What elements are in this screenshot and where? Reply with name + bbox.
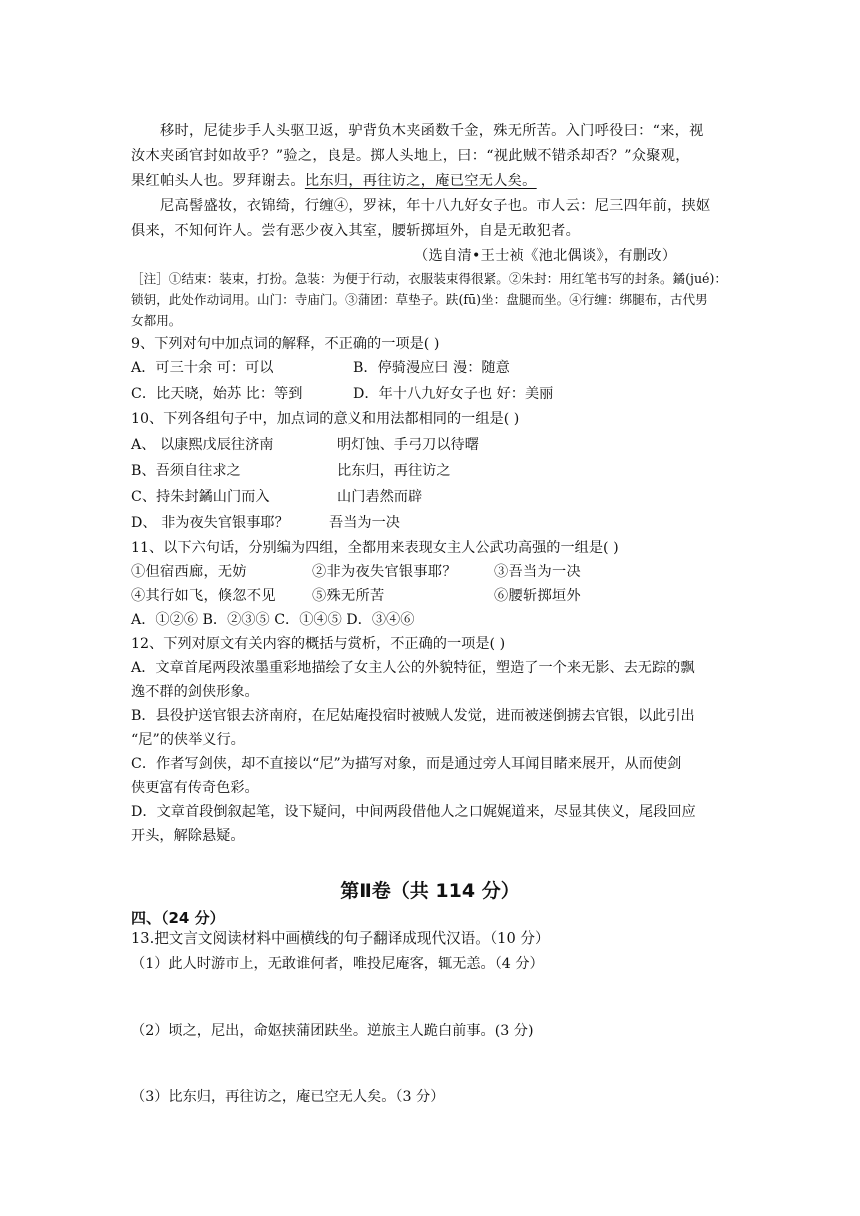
- q12-option-b-cont: “尼”的侠举义行。: [131, 732, 245, 748]
- note-line: ［注］①结束：装束，打扮。急装：为便于行动，衣服装束得很紧。②朱封：用红笔书写的封条。鐍(jué)：: [131, 271, 728, 286]
- q9-option-c: C．比天晓，始苏 比：等到: [131, 386, 303, 402]
- question-9-stem: 9、下列对句中加点词的解释，不正确的一项是( ): [131, 336, 440, 352]
- passage-line: [131, 172, 537, 190]
- q10-option-a-left: A、 以康熙戊辰往济南: [131, 437, 274, 453]
- q12-option-d: D．文章首段倒叙起笔，设下疑问，中间两段借他人之口娓娓道来，尽显其侠义，尾段回应: [131, 804, 696, 820]
- section-four-heading: 四、（24 分）: [131, 909, 225, 927]
- q10-option-d-right: 吾当为一决: [329, 515, 400, 531]
- question-11-stem: 11、以下六句话，分别编为四组，全都用来表现女主人公武功高强的一组是( ): [131, 540, 619, 556]
- question-13-stem: 13.把文言文阅读材料中画横线的句子翻译成现代汉语。（10 分）: [131, 930, 550, 947]
- q11-item-6: ⑥腰斩掷垣外: [494, 588, 581, 604]
- q9-option-b: B．停骑漫应曰 漫：随意: [353, 360, 510, 376]
- q13-sentence-2: （2）顷之，尼出，命妪挟蒲团趺坐。逆旅主人跪白前事。(3 分): [131, 1023, 534, 1039]
- note-line: 锁钥，此处作动词用。山门：寺庙门。③蒲团：草垫子。趺(fū)坐：盘腿而坐。④行缠：绑腿布，古代男: [131, 292, 708, 307]
- question-12-stem: 12、下列对原文有关内容的概括与赏析，不正确的一项是( ): [131, 636, 506, 652]
- q13-sentence-1: （1）此人时游市上，无敢谁何者，唯投尼庵客，辄无恙。（4 分）: [131, 956, 544, 972]
- q10-option-a-right: 明灯蚀、手弓刀以待曙: [337, 437, 479, 453]
- q12-option-a: A．文章首尾两段浓墨重彩地描绘了女主人公的外貌特征，塑造了一个来无影、去无踪的飘: [131, 660, 695, 676]
- q9-option-a: A．可三十余 可：可以: [131, 360, 274, 376]
- q11-choices: A．①②⑥ B．②③⑤ C．①④⑤ D．③④⑥: [131, 612, 415, 628]
- q13-sentence-3: （3）比东归，再往访之，庵已空无人矣。（3 分）: [131, 1089, 445, 1105]
- q10-option-b-right: 比东归，再往访之: [337, 463, 451, 479]
- q11-item-1: ①但宿西廊，无妨: [131, 564, 247, 580]
- q10-option-d-left: D、 非为夜失官银事耶？: [131, 515, 289, 531]
- part-two-title: 第Ⅱ卷（共 114 分）: [340, 880, 520, 902]
- question-10-stem: 10、下列各组句子中，加点词的意义和用法都相同的一组是( ): [131, 411, 520, 427]
- note-line: 女都用。: [131, 313, 182, 328]
- q9-option-d: D．年十八九好女子也 好：美丽: [353, 386, 554, 402]
- q11-item-4: ④其行如飞，倏忽不见: [131, 588, 276, 604]
- passage-text: 果红帕头人也。罗拜谢去。: [131, 173, 305, 189]
- q10-option-c-left: C、持朱封鐍山门而入: [131, 489, 270, 505]
- q12-option-a-cont: 逸不群的剑侠形象。: [131, 684, 259, 700]
- underlined-sentence: 比东归，再往访之，庵已空无人矣。: [304, 173, 537, 189]
- q11-item-3: ③吾当为一决: [494, 564, 581, 580]
- q10-option-b-left: B、吾须自往求之: [131, 463, 241, 479]
- q12-option-c-cont: 侠更富有传奇色彩。: [131, 780, 259, 796]
- q10-option-c-right: 山门砉然而辟: [337, 489, 423, 505]
- q11-item-2: ②非为夜失官银事耶？: [312, 564, 457, 580]
- passage-line: 移时，尼徒步手人头驱卫返，驴背负木夹函数千金，殊无所苦。入门呼役曰：“来，视: [160, 123, 704, 139]
- passage-line: 俱来，不知何许人。尝有恶少夜入其室，腰斩掷垣外，自是无敢犯者。: [131, 223, 581, 239]
- q12-option-c: C．作者写剑侠，却不直接以“尼”为描写对象，而是通过旁人耳闻目睹来展开，从而使剑: [131, 756, 682, 772]
- q12-option-b: B．县役护送官银去济南府，在尼姑庵投宿时被贼人发觉，进而被迷倒掳去官银，以此引出: [131, 708, 695, 724]
- q12-option-d-cont: 开头，解除悬疑。: [131, 828, 245, 844]
- passage-source: （选自清•王士祯《池北偶谈》，有删改）: [414, 248, 677, 264]
- passage-line: 尼高髻盛妆，衣锦绮，行缠④，罗袜，年十八九好女子也。市人云：尼三四年前，挟妪: [160, 198, 711, 214]
- passage-line: 汝木夹函官封如故乎？”验之，良是。掷人头地上，曰：“视此贼不错杀却否？”众聚观，: [131, 148, 690, 164]
- q11-item-5: ⑤殊无所苦: [312, 588, 385, 604]
